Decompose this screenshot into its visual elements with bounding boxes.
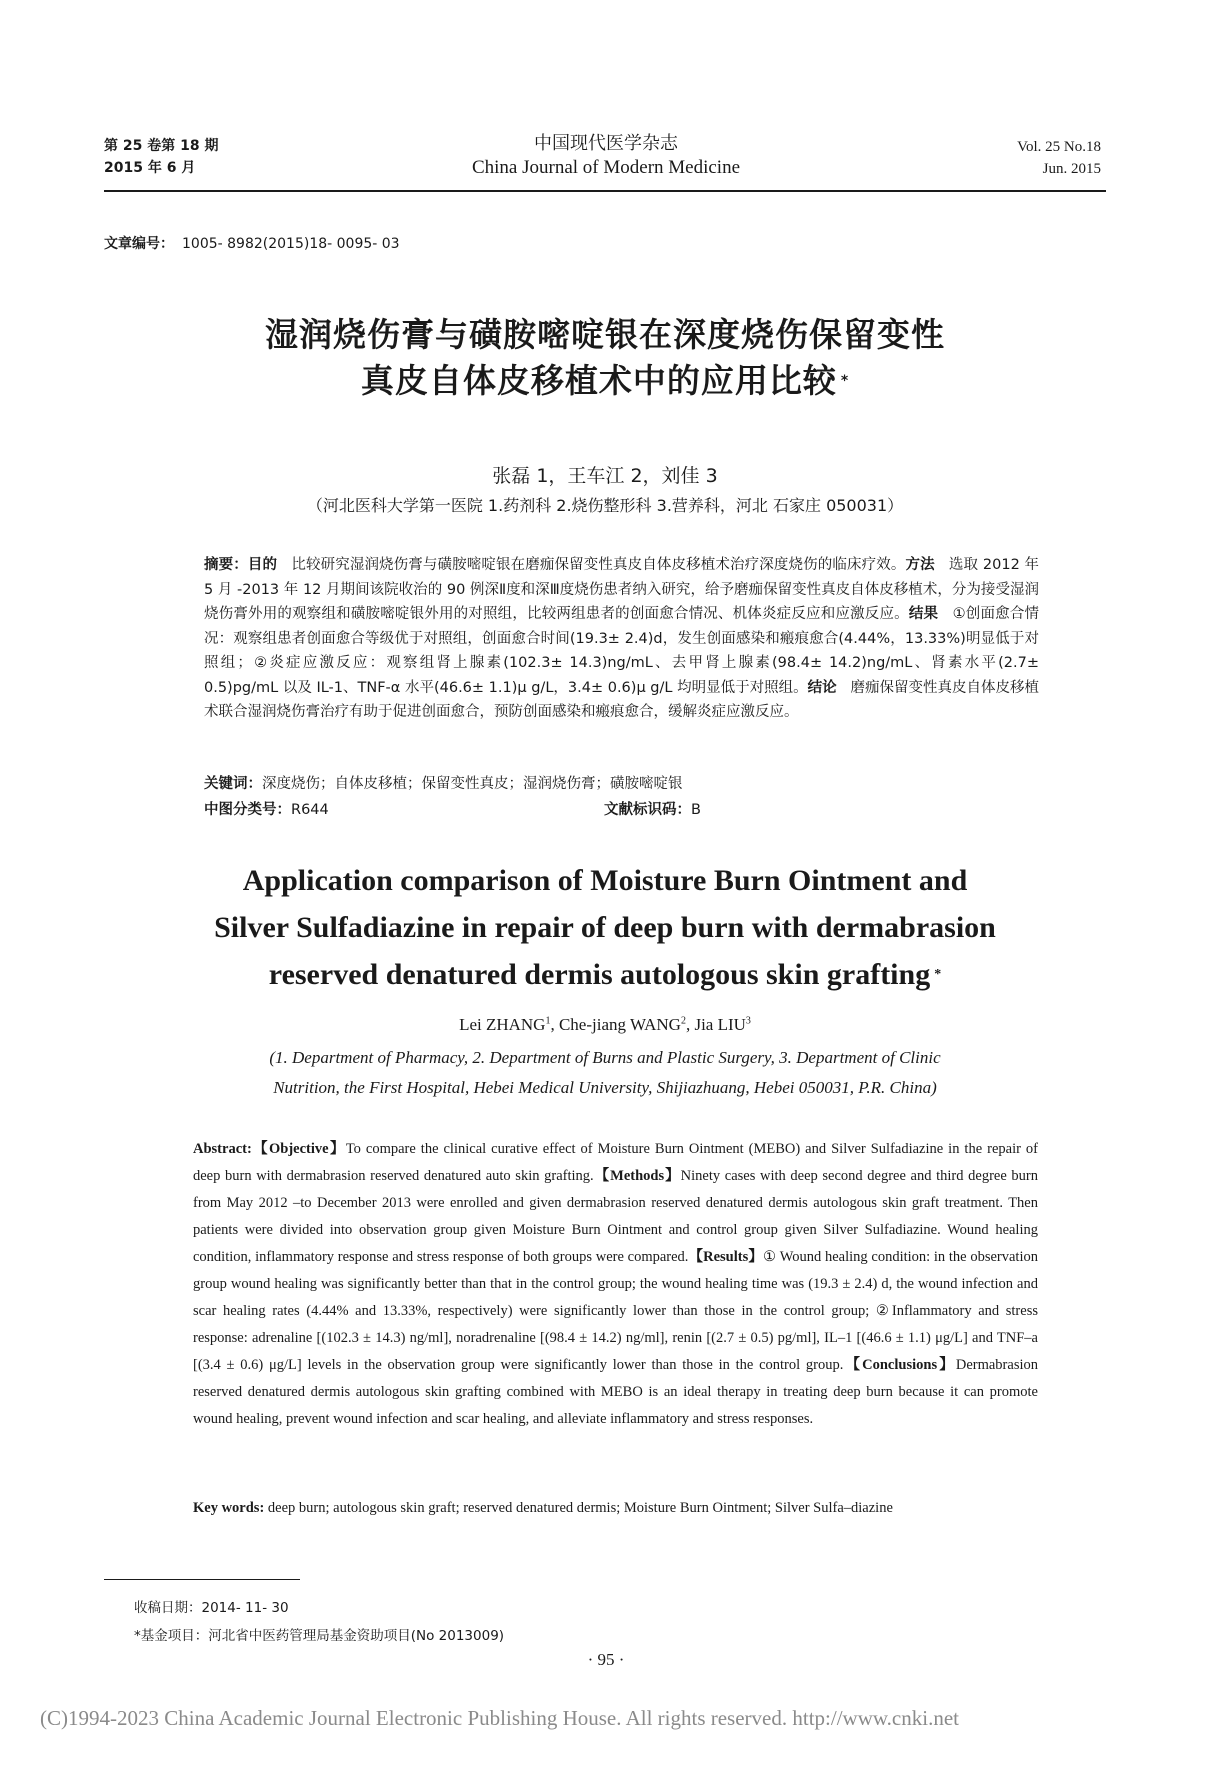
cn-objective: 比较研究湿润烧伤膏与磺胺嘧啶银在磨痂保留变性真皮自体皮移植术治疗深度烧伤的临床疗效。 <box>291 557 906 573</box>
cn-doc-label: 文献标识码： <box>604 802 691 818</box>
en-methods-label: 【Methods】 <box>593 1168 681 1184</box>
author-3-affil: 3 <box>745 1015 751 1027</box>
volume-issue-en: Vol. 25 No.18 <box>1017 139 1101 155</box>
en-keywords <box>193 1495 1038 1522</box>
en-affiliation-line1: (1. Department of Pharmacy, 2. Department of Burns and Plastic Surgery, 3. Department of Clinic <box>269 1048 941 1067</box>
cn-keywords <box>204 772 683 793</box>
en-abstract-label: Abstract: <box>193 1141 252 1157</box>
cn-document-code <box>604 798 701 819</box>
en-affiliation-line2: Nutrition, the First Hospital, Hebei Medical University, Shijiazhuang, Hebei 050031, P.R. China) <box>273 1078 937 1097</box>
author-1: Lei ZHANG <box>459 1015 546 1034</box>
cn-keywords-label: 关键词： <box>204 776 262 792</box>
en-objective-label: 【Objective】 <box>251 1141 346 1157</box>
en-methods: Ninety cases with deep second degree and third degree burn from May 2012 –to December 2013 were enrolled and given dermabrasion reserved denatured dermis autologous skin graft treatment. Then patients were divided into observation group given Moisture Burn Ointment and control group given Silver Sulfadiazine. Wound healing condition, inflammatory response and stress response of both groups were compared. <box>193 1168 1038 1265</box>
cn-class-value: R644 <box>291 802 329 818</box>
cn-authors: 张磊 1，王车江 2，刘佳 3 <box>492 465 718 487</box>
article-number-value: 1005- 8982(2015)18- 0095- 03 <box>182 236 400 252</box>
cn-affiliation: （河北医科大学第一医院 1.药剂科 2.烧伤整形科 3.营养科，河北 石家庄 050031） <box>306 496 904 515</box>
en-abstract <box>193 1136 1038 1433</box>
author-2-affil: 2 <box>680 1015 686 1027</box>
cn-title <box>104 312 1106 404</box>
cn-results-label: 结果 <box>908 606 939 622</box>
issue-date-en: Jun. 2015 <box>1042 161 1101 177</box>
en-conclusions: Dermabrasion reserved denatured dermis autologous skin grafting combined with MEBO is an ideal therapy in treating deep burn because it can promote wound healing, prevent wound infection and scar healing, and alleviate inflammatory and stress responses. <box>193 1357 1038 1427</box>
cn-conclusion-label: 结论 <box>807 679 837 696</box>
cn-methods: 选取 2012 年 5 月 -2013 年 12 月期间该院收治的 90 例深Ⅱ度和深Ⅲ度烧伤患者纳入研究，给予磨痂保留变性真皮自体皮移植术，分为接受湿润烧伤膏外用的观察组和磺胺嘧啶银外用的对照组，比较两组患者的创面愈合情况、机体炎症反应和应激反应。 <box>204 557 1040 622</box>
cn-objective-label: 目的 <box>247 557 278 573</box>
author-1-affil: 1 <box>545 1015 551 1027</box>
en-objective: To compare the clinical curative effect of Moisture Burn Ointment (MEBO) and Silver Sulfadiazine in the repair of deep burn with dermabrasion reserved denatured auto skin grafting. <box>193 1141 1038 1184</box>
cn-results: ①创面愈合情况：观察组患者创面愈合等级优于对照组，创面愈合时间(19.3± 2.4)d，发生创面感染和瘢痕愈合(4.44%，13.33%)明显低于对照组；②炎症应激反应：观察组肾上腺素(102.3± 14.3)ng/mL、去甲肾上腺素(98.4± 14.2)ng/mL、肾素水平(2.7± 0.5)pg/mL 以及 IL-1、TNF-α 水平(46.6± 1.1)μ g/L，3.4± 0.6)μ g/L 均明显低于对照组。 <box>204 606 1040 696</box>
cn-keywords-value: 深度烧伤；自体皮移植；保留变性真皮；湿润烧伤膏；磺胺嘧啶银 <box>262 776 683 792</box>
cn-conclusion: 磨痂保留变性真皮自体皮移植术联合湿润烧伤膏治疗有助于促进创面愈合，预防创面感染和瘢痕愈合，缓解炎症应激反应。 <box>204 679 1040 720</box>
en-affiliation <box>104 1043 1106 1103</box>
en-title-line2: Silver Sulfadiazine in repair of deep burn with dermabrasion <box>214 911 996 944</box>
article-number <box>104 233 400 253</box>
journal-name-en: China Journal of Modern Medicine <box>471 157 741 178</box>
issue-info <box>104 135 218 179</box>
cn-abstract-label: 摘要： <box>204 557 248 573</box>
cn-doc-value: B <box>691 802 701 818</box>
en-keywords-label: Key words: <box>193 1500 265 1516</box>
en-keywords-value: deep burn; autologous skin graft; reserved denatured dermis; Moisture Burn Ointment; Silver Sulfa–diazine <box>267 1500 893 1516</box>
issue-info-en <box>1017 136 1101 180</box>
journal-name-cn: 中国现代医学杂志 <box>534 133 678 154</box>
page-number: · 95 · <box>587 1650 625 1669</box>
en-authors: Lei ZHANG$^1$, Che-jiang WANG$^2$, Jia LIU$^3$ <box>459 1015 751 1034</box>
en-title-line3: reserved denatured dermis autologous skin grafting <box>268 958 931 991</box>
header-rule <box>104 190 1106 192</box>
journal-name <box>406 132 806 180</box>
cn-abstract <box>204 553 1039 725</box>
en-results-label: 【Results】 <box>688 1249 763 1265</box>
issue-date: 2015 年 6 月 <box>104 160 196 176</box>
en-fund-mark: * <box>934 967 942 982</box>
cn-class-label: 中图分类号： <box>204 802 291 818</box>
copyright-watermark: (C)1994-2023 China Academic Journal Electronic Publishing House. All rights reserved. http://www.cnki.net <box>40 1706 959 1730</box>
fund-note: *基金项目：河北省中医药管理局基金资助项目(No 2013009) <box>134 1628 505 1644</box>
footnote-rule <box>104 1579 300 1580</box>
en-title-line1: Application comparison of Moisture Burn Ointment and <box>242 864 968 897</box>
fund-mark: * <box>840 373 850 389</box>
en-results: ① Wound healing condition: in the observation group wound healing was significantly better than that in the control group; the wound healing time was (19.3 ± 2.4) d, the wound infection and scar healing rates (4.44% and 13.33%, respectively) were significantly lower than those in the control group; ②Inflammatory and stress response: adrenaline [(102.3 ± 14.3) ng/ml], noradrenaline [(98.4 ± 14.2) ng/ml], renin [(2.7 ± 0.5) pg/ml], IL–1 [(46.6 ± 1.1) μg/L] and TNF–a [(3.4 ± 0.6) μg/L] levels in the observation group were significantly lower than those in the control group. <box>193 1249 1038 1373</box>
received-date: 收稿日期：2014- 11- 30 <box>134 1600 289 1616</box>
cn-title-line2: 真皮自体皮移植术中的应用比较 <box>360 361 837 400</box>
volume-issue: 第 25 卷第 18 期 <box>104 138 219 154</box>
article-number-label: 文章编号： <box>104 236 174 252</box>
author-3: Jia LIU <box>694 1015 746 1034</box>
cn-methods-label: 方法 <box>905 557 935 573</box>
en-title <box>104 857 1106 998</box>
author-2: Che-jiang WANG <box>558 1015 681 1034</box>
en-conclusions-label: 【Conclusions】 <box>843 1357 956 1373</box>
cn-classification <box>204 798 329 819</box>
cn-title-line1: 湿润烧伤膏与磺胺嘧啶银在深度烧伤保留变性 <box>265 315 945 354</box>
